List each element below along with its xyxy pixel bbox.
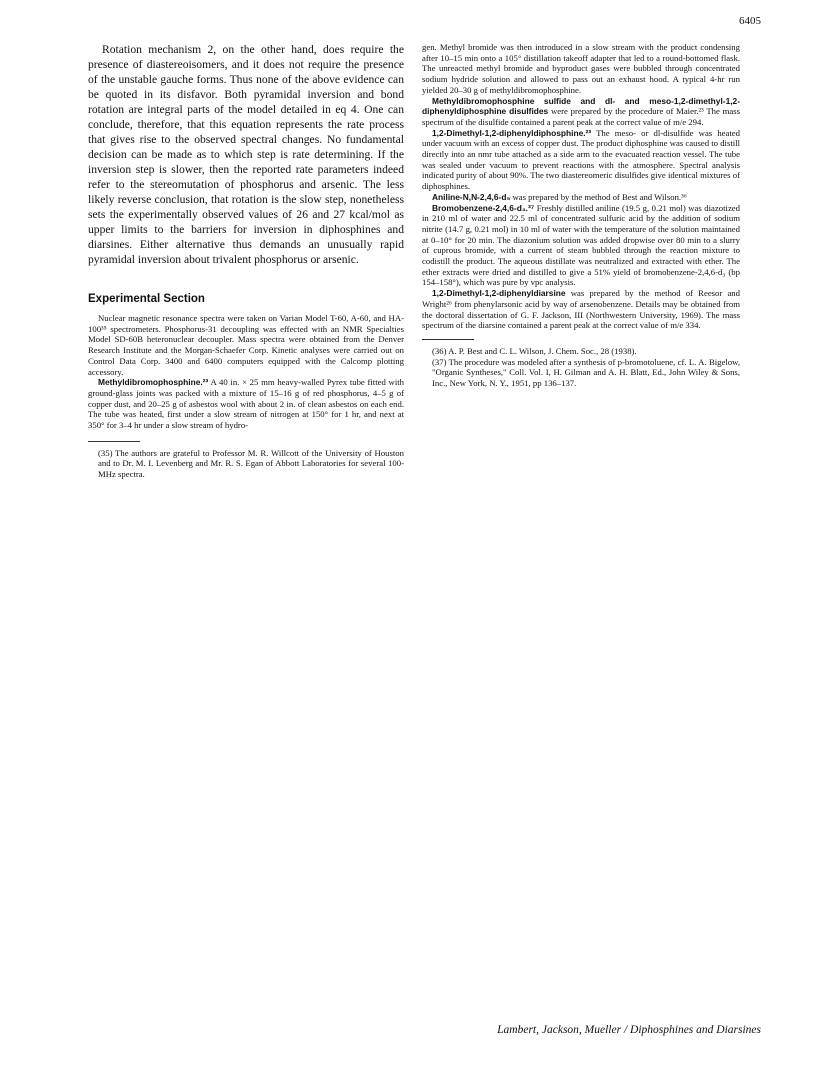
bromobenzene-body: Freshly distilled aniline (19.5 g, 0.21 mol) was diazotized in 210 ml of water and 22.5 ml of concentrated sulfuric acid by the addition of sodium nitrite (14.7 g, 0.21 mol) in 10 ml of water with the temperature of the solution maintained at 0–10° for 20 min. The diazonium solution was added dropwise over 80 min to a slurry of cuprous bromide, with a current of steam bubbled through the reaction mixture to codistill the product. The aqueous distillate was neutralized and extracted with ether. The ether extracts were dried and distilled to give a 51% yield of bromobenzene-2,4,6-d₃ (bp 154–158°), which was pure by vpc analysis. <box>422 202 740 288</box>
diarsine-body: was prepared by the method of Reesor and Wright²⁶ from phenylarsonic acid by way of arsenobenzene. Details may be obtained from the doctoral dissertation of G. F. Jackson, III (Northwestern University, 1969). The mass spectrum of the diarsine contained a parent peak at the correct value of m/e 334. <box>422 288 740 331</box>
aniline-heading: Aniline-N,N-2,4,6-d₅ <box>432 191 511 202</box>
diarsine-paragraph <box>422 288 740 331</box>
methyldibromophosphine-heading: Methyldibromophosphine.²³ <box>98 377 209 388</box>
footnote-37: (37) The procedure was modeled after a synthesis of p-bromotoluene, cf. L. A. Bigelow, "Organic Syntheses," Coll. Vol. I, H. Gilman and A. H. Blatt, Ed., John Wiley & Sons, Inc., New York, N. Y., 1951, pp 136–137. <box>432 356 740 389</box>
diphosphine-paragraph <box>422 128 740 192</box>
intro-paragraph: Rotation mechanism 2, on the other hand, does require the presence of diastereoisomers, and it does not require the presence of the unstable gauche forms. Thus none of the above evidence can be quoted in its disfavor. Both pyramidal inversion and bond rotation are integral parts of the model detailed in eq 4. One can conclude, therefore, that this equation represents the rate process that gives rise to the observed spectral changes. No fundamental decision can be made as to which step is rate determining. If the inversion step is slower, then the reported rate parameters indeed refer to the stereomutation of phosphorus and arsenic. The less likely reverse conclusion, that rotation is the slow step, nonetheless sets the experimentally observed values of 26 and 27 kcal/mol as upper limits to the barriers for inversion in diphosphines and diarsines. Either alternative thus demands an unusually rapid pyramidal inversion about trivalent phosphorus or arsenic. <box>88 43 404 266</box>
left-column <box>88 42 404 480</box>
section-title: Experimental Section <box>88 293 205 305</box>
methyldibromophosphine-body: A 40 in. × 25 mm heavy-walled Pyrex tube fitted with ground-glass joints was packed with a mixture of 15–16 g of red phosphorus, 4–5 g of copper dust, and 20–25 g of asbestos wool with about 2 in. of clean asbestos on each end. The tube was heated, first under a slow stream of nitrogen at 150° for 1 hr, and next at 350° for 3–4 hr under a slow stream of hydro- <box>88 377 404 431</box>
page-number: 6405 <box>739 15 761 27</box>
aniline-body: was prepared by the method of Best and Wilson.³⁶ <box>510 191 687 202</box>
bromobenzene-heading: Bromobenzene-2,4,6-d₃.³⁷ <box>432 202 535 213</box>
aniline-paragraph <box>422 192 740 203</box>
footnote-rule-right <box>422 339 474 340</box>
diphosphine-body: The meso- or dl-disulfide was heated under vacuum with an excess of copper dust. The product diphosphine was caused to distill directly into an nmr tube attached as a side arm to the evacuated reaction vessel. The tube was sealed under vacuum to prevent reactions with the atmosphere. Spectral analysis indicated purity of about 90%. The two diastereomeric disulfides give identical mixtures of diphosphines. <box>422 127 740 192</box>
footnote-rule-left <box>88 441 140 442</box>
methyldibromophosphine-paragraph <box>88 377 404 431</box>
bromobenzene-paragraph <box>422 203 740 289</box>
sulfide-heading: Methyldibromophosphine sulfide and dl- and meso-1,2-dimethyl-1,2-diphenyldiphosphine disulfides <box>422 95 740 117</box>
sulfide-paragraph <box>422 96 740 128</box>
right-column <box>422 42 740 389</box>
sulfide-body: were prepared by the procedure of Maier.²³ The mass spectrum of the disulfide contained a parent peak at the correct value of m/e 294. <box>422 106 740 127</box>
continued-paragraph: gen. Methyl bromide was then introduced in a slow stream with the product condensing after 10–15 min onto a 105° distillation takeoff adapter that led to a round-bottomed flask. The unreacted methyl bromide and byproduct gases were bubbled through concentrated sodium hydride solution and allowed to pass out an exhaust hood. A typical 4-hr run yielded 20–30 g of methyldibromophosphine. <box>422 42 740 95</box>
experimental-paragraph: Nuclear magnetic resonance spectra were taken on Varian Model T-60, A-60, and HA-100³⁵ spectrometers. Phosphorus-31 decoupling was effected with an NMR Specialties Model SD-60B heteronuclear decoupler. Mass spectra were obtained from the Denver Research Institute and the Morgan-Schaefer Corp. Kinetic analyses were carried out on Control Data Corp. 3400 and 6400 computers equipped with the Calcomp plotting accessory. <box>88 313 404 377</box>
diarsine-heading: 1,2-Dimethyl-1,2-diphenyldiarsine <box>432 288 566 299</box>
diphosphine-heading: 1,2-Dimethyl-1,2-diphenyldiphosphine.²³ <box>432 127 592 138</box>
running-footer: Lambert, Jackson, Mueller / Diphosphines and Diarsines <box>497 1024 761 1036</box>
footnote-35: (35) The authors are grateful to Professor M. R. Willcott of the University of Houston and to Dr. M. I. Levenberg and Mr. R. S. Egan of Abbott Laboratories for several 100-MHz spectra. <box>98 447 404 480</box>
footnote-36: (36) A. P. Best and C. L. Wilson, J. Chem. Soc., 28 (1938). <box>432 345 637 356</box>
